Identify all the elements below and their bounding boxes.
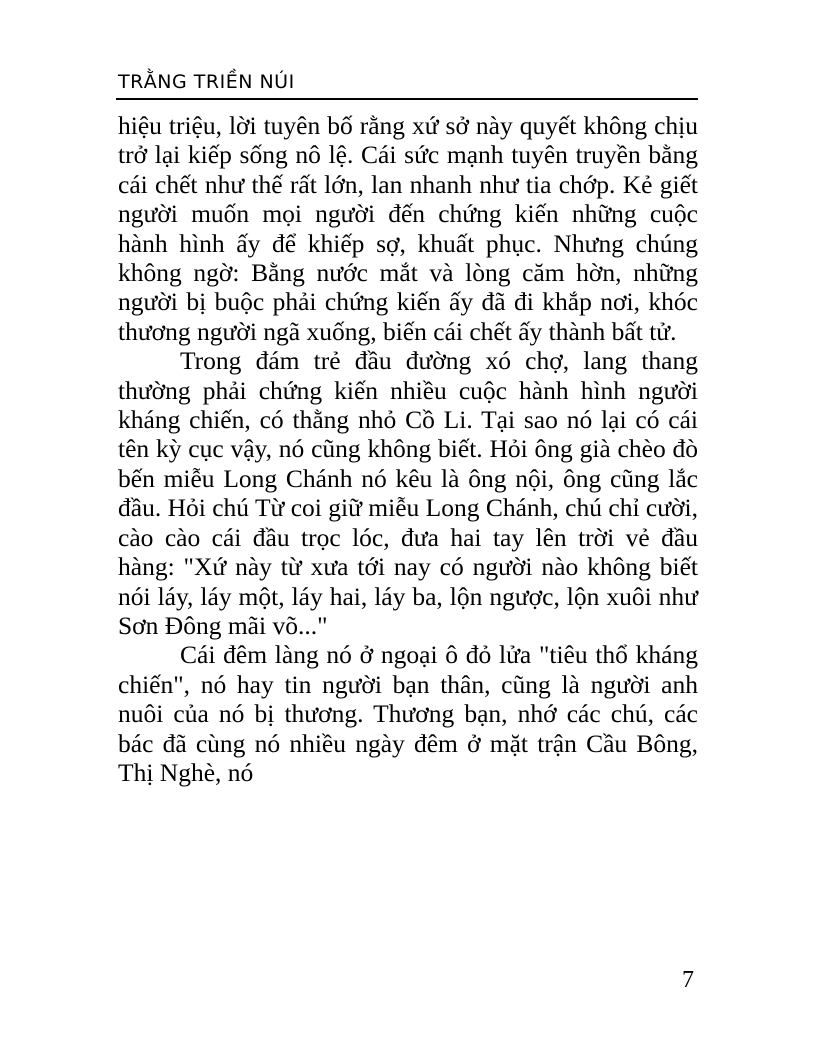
page-number: 7 [682, 967, 694, 993]
paragraph-2: Trong đám trẻ đầu đường xó chợ, lang thang thường phải chứng kiến nhiều cuộc hành hình người kháng chiến, có thằng nhỏ Cồ Li. Tại sao nó lại có cái tên kỳ cục vậy, nó cũng không biết. Hỏi ông già chèo đò bến miễu Long Chánh nó kêu là ông nội, ông cũng lắc đầu. Hỏi chú Từ coi giữ miễu Long Chánh, chú chỉ cười, cào cào cái đầu trọc lóc, đưa hai tay lên trời vẻ đầu hàng: "Xứ này từ xưa tới nay có người nào không biết nói láy, láy một, láy hai, láy ba, lộn ngược, lộn xuôi như Sơn Đông mãi võ..." [118, 346, 698, 640]
paragraph-1: hiệu triệu, lời tuyên bố rằng xứ sở này quyết không chịu trở lại kiếp sống nô lệ. Cái sức mạnh tuyên truyền bằng cái chết như thế rất lớn, lan nhanh như tia chớp. Kẻ giết người muốn mọi người đến chứng kiến những cuộc hành hình ấy để khiếp sợ, khuất phục. Nhưng chúng không ngờ: Bằng nước mắt và lòng căm hờn, những người bị buộc phải chứng kiến ấy đã đi khắp nơi, khóc thương người ngã xuống, biến cái chết ấy thành bất tử. [118, 111, 698, 346]
paragraph-3: Cái đêm làng nó ở ngoại ô đỏ lửa "tiêu thổ kháng chiến", nó hay tin người bạn thân, cũng là người anh nuôi của nó bị thương. Thương bạn, nhớ các chú, các bác đã cùng nó nhiều ngày đêm ở mặt trận Cầu Bông, Thị Nghè, nó [118, 640, 698, 787]
header-rule [116, 98, 698, 100]
body-text [118, 111, 698, 787]
running-header: TRẰNG TRIỀN NÚI [118, 71, 295, 93]
